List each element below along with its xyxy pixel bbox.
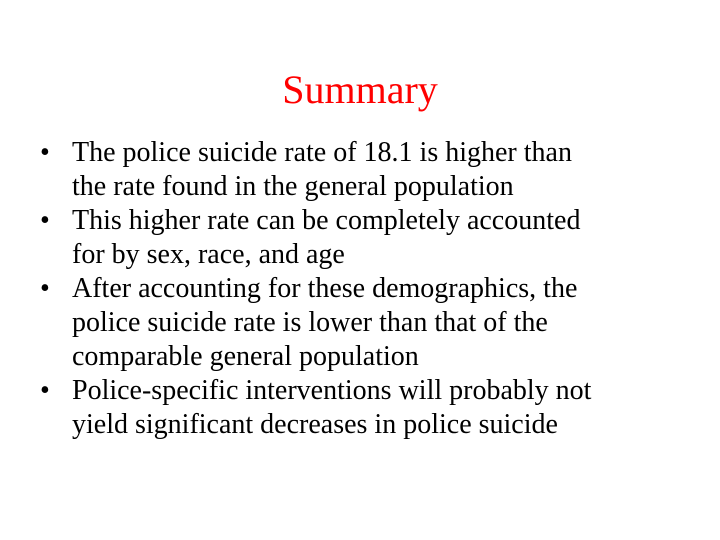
bullet-line: comparable general population — [72, 341, 419, 372]
bullet-item — [30, 272, 680, 374]
bullet-item — [30, 136, 680, 204]
bullet-item — [30, 374, 680, 442]
bullet-icon: • — [40, 375, 50, 406]
slide-title: Summary — [282, 67, 438, 112]
bullet-line: police suicide rate is lower than that of the — [72, 307, 548, 338]
bullet-line: Police-specific interventions will probably not — [72, 375, 592, 406]
bullet-icon: • — [40, 137, 50, 168]
bullet-line: for by sex, race, and age — [72, 239, 345, 270]
bullet-line: yield significant decreases in police suicide — [72, 409, 558, 440]
bullet-item — [30, 204, 680, 272]
bullet-line: This higher rate can be completely accounted — [72, 205, 581, 236]
bullet-line: The police suicide rate of 18.1 is higher than — [72, 137, 572, 168]
bullet-line: After accounting for these demographics, the — [72, 273, 578, 304]
bullet-icon: • — [40, 273, 50, 304]
bullet-line: the rate found in the general population — [72, 171, 514, 202]
bullet-list — [30, 136, 680, 442]
bullet-icon: • — [40, 205, 50, 236]
